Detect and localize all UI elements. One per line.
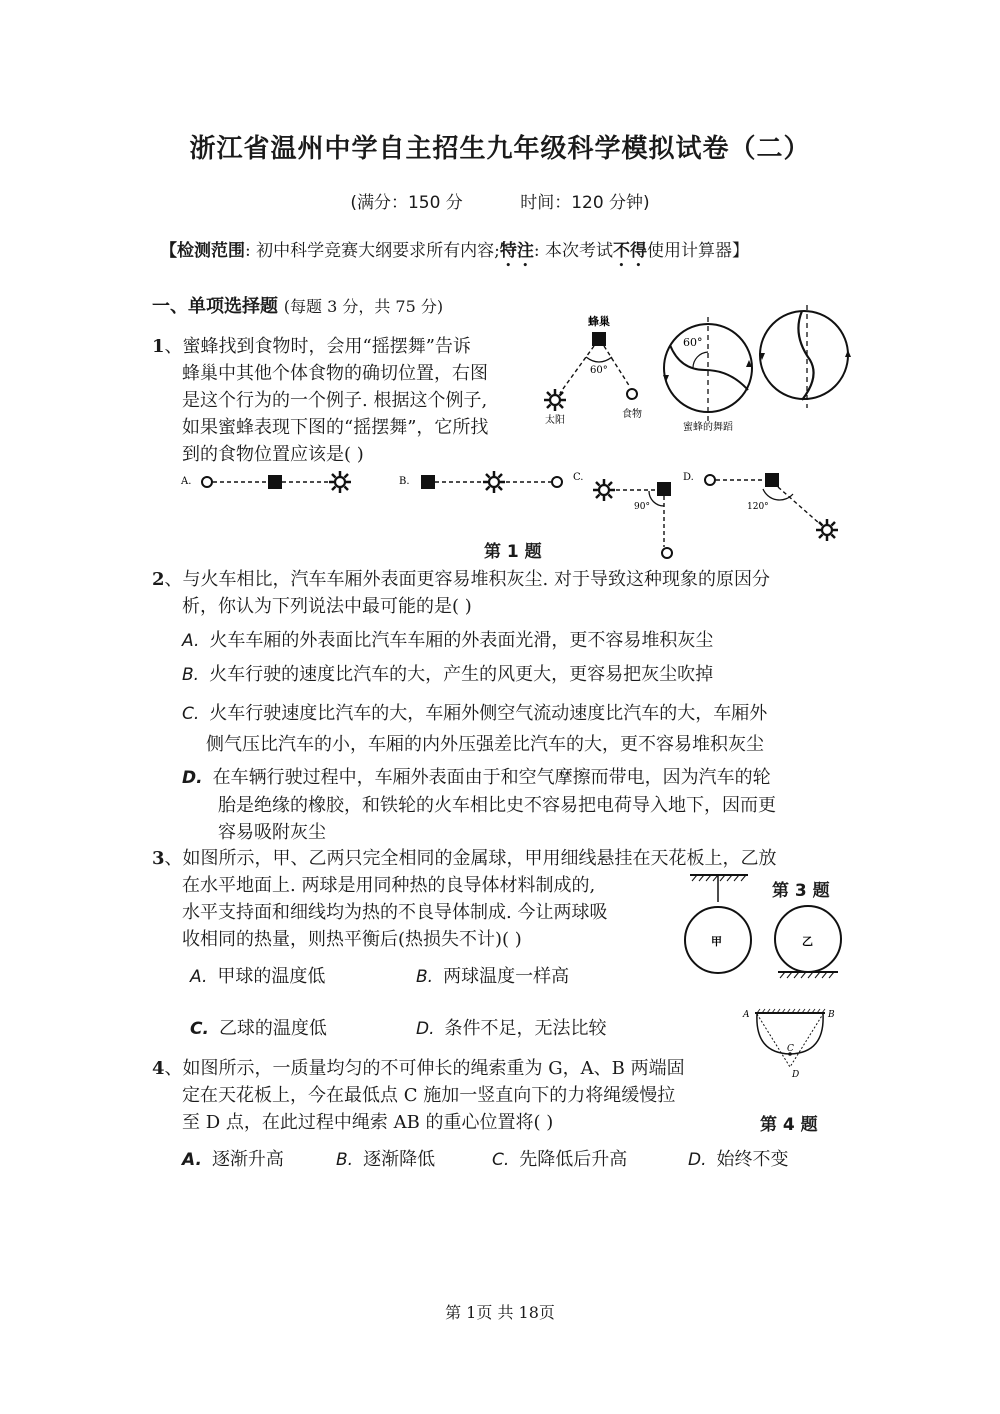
q4-option-c[interactable]: C. 先降低后升高 bbox=[492, 1149, 628, 1170]
question-line: 蜂巢中其他个体食物的确切位置，右图 bbox=[182, 363, 488, 384]
point-b-label: B bbox=[828, 1010, 835, 1020]
q3-option-b[interactable]: B. 两球温度一样高 bbox=[416, 966, 570, 987]
scope-text: : 初中科学竞赛大纲要求所有内容; bbox=[245, 241, 500, 261]
question-line: 到的食物位置应该是( ) bbox=[182, 444, 364, 465]
dance-angle-label: 60° bbox=[683, 336, 703, 349]
page-number: 第 1页 共 18页 bbox=[445, 1303, 555, 1322]
question-line: 至 D 点，在此过程中绳索 AB 的重心位置将( ) bbox=[182, 1112, 554, 1133]
exam-meta bbox=[0, 188, 1000, 213]
q2-option-a[interactable]: A. 火车车厢的外表面比汽车车厢的外表面光滑，更不容易堆积灰尘 bbox=[182, 630, 714, 651]
hive-label: 蜂巢 bbox=[588, 315, 610, 328]
angle-label: 60° bbox=[590, 365, 608, 376]
sun-icon bbox=[544, 389, 566, 411]
q2-option-b[interactable]: B. 火车行驶的速度比汽车的大，产生的风更大，更容易把灰尘吹掉 bbox=[182, 664, 714, 685]
question-number: 4 bbox=[152, 1058, 165, 1079]
figure-3-caption: 第 3 题 bbox=[772, 881, 830, 901]
question-line: 4、如图所示，一质量均匀的不可伸长的绳索重为 G，A、B 两端固 bbox=[152, 1058, 685, 1079]
question-line: 1、蜜蜂找到食物时，会用“摇摆舞”告诉 bbox=[152, 336, 471, 357]
exam-time: 时间：120 分钟) bbox=[520, 193, 650, 213]
option-a-label: A. bbox=[181, 476, 192, 487]
figure-4-caption: 第 4 题 bbox=[760, 1115, 818, 1135]
q4-option-d[interactable]: D. 始终不变 bbox=[688, 1149, 789, 1170]
question-number: 3 bbox=[152, 848, 165, 869]
option-b-label: B. bbox=[399, 476, 410, 487]
question-2 bbox=[152, 566, 872, 620]
page-title: 浙江省温州中学自主招生九年级科学模拟试卷（二） bbox=[189, 134, 811, 164]
point-d-label: D bbox=[792, 1070, 800, 1080]
question-line: 是这个行为的一个例子. 根据这个例子, bbox=[182, 390, 488, 411]
q2-option-c[interactable]: C. 火车行驶速度比汽车的大，车厢外侧空气流动速度比汽车的大，车厢外 侧气压比汽车的小，车厢的内外压强差比汽车的大，更不容易堆积灰尘 bbox=[182, 703, 768, 755]
question-number: 1 bbox=[152, 336, 165, 357]
sun-label: 太阳 bbox=[545, 415, 565, 426]
dance-label: 蜜蜂的舞蹈 bbox=[683, 422, 733, 433]
q3-option-a[interactable]: A. 甲球的温度低 bbox=[190, 966, 326, 987]
ball-a-label: 甲 bbox=[711, 935, 722, 948]
q3-option-d[interactable]: D. 条件不足，无法比较 bbox=[416, 1018, 607, 1039]
question-1 bbox=[152, 333, 542, 468]
question-line: 收相同的热量，则热平衡后(热损失不计)( ) bbox=[182, 929, 522, 950]
point-a-label: A bbox=[743, 1010, 750, 1020]
note-label: 特注 bbox=[499, 241, 534, 261]
option-c-label: C. bbox=[573, 472, 584, 483]
exam-scope bbox=[160, 236, 749, 271]
question-4 bbox=[152, 1055, 752, 1136]
question-line: 3、如图所示，甲、乙两只完全相同的金属球，甲用细线悬挂在天花板上，乙放 bbox=[152, 848, 777, 869]
point-c-label: C bbox=[787, 1044, 794, 1054]
q3-option-c[interactable]: C. 乙球的温度低 bbox=[190, 1018, 327, 1039]
question-line: 析，你认为下列说法中最可能的是( ) bbox=[182, 596, 472, 617]
section-title: 一、单项选择题 bbox=[152, 296, 278, 317]
food-icon bbox=[627, 389, 637, 399]
section-subtitle: (每题 3 分，共 75 分) bbox=[283, 297, 444, 316]
hive-icon bbox=[592, 332, 606, 346]
question-number: 2 bbox=[152, 569, 165, 590]
rope-figure bbox=[735, 1005, 845, 1085]
full-score: (满分：150 分 bbox=[350, 193, 463, 213]
note-emphasis: 不得 bbox=[613, 241, 647, 261]
food-label: 食物 bbox=[622, 409, 642, 420]
option-c-angle: 90° bbox=[634, 502, 650, 512]
bee-dance-example-figure bbox=[530, 305, 860, 435]
question-line: 2、与火车相比，汽车车厢外表面更容易堆积灰尘. 对于导致这种现象的原因分 bbox=[152, 569, 770, 590]
scope-label: 【检测范围 bbox=[160, 241, 245, 261]
note-text-2: 使用计算器】 bbox=[647, 241, 749, 261]
option-d-angle: 120° bbox=[747, 502, 769, 512]
question-line: 在水平地面上. 两球是用同种热的良导体材料制成的, bbox=[182, 875, 596, 896]
option-d-label: D. bbox=[683, 472, 694, 483]
two-balls-figure bbox=[680, 870, 860, 980]
note-text-1: : 本次考试 bbox=[533, 241, 613, 261]
q4-option-a[interactable]: A. 逐渐升高 bbox=[182, 1149, 284, 1170]
figure-1-caption: 第 1 题 bbox=[484, 542, 542, 562]
question-line: 如果蜜蜂表现下图的“摇摆舞”，它所找 bbox=[182, 417, 489, 438]
q2-option-d[interactable]: D. 在车辆行驶过程中，车厢外表面由于和空气摩擦而带电，因为汽车的轮 胎是绝缘的橡胶，和铁轮的火车相比史不容易把电荷导入地下，因而更 容易吸附灰尘 bbox=[182, 767, 776, 843]
section-heading bbox=[152, 292, 443, 318]
question-line: 水平支持面和细线均为热的不良导体制成. 今让两球吸 bbox=[182, 902, 608, 923]
q4-option-b[interactable]: B. 逐渐降低 bbox=[336, 1149, 436, 1170]
ball-b-label: 乙 bbox=[802, 935, 813, 948]
question-line: 定在天花板上，今在最低点 C 施加一竖直向下的力将绳缓慢拉 bbox=[182, 1085, 676, 1106]
